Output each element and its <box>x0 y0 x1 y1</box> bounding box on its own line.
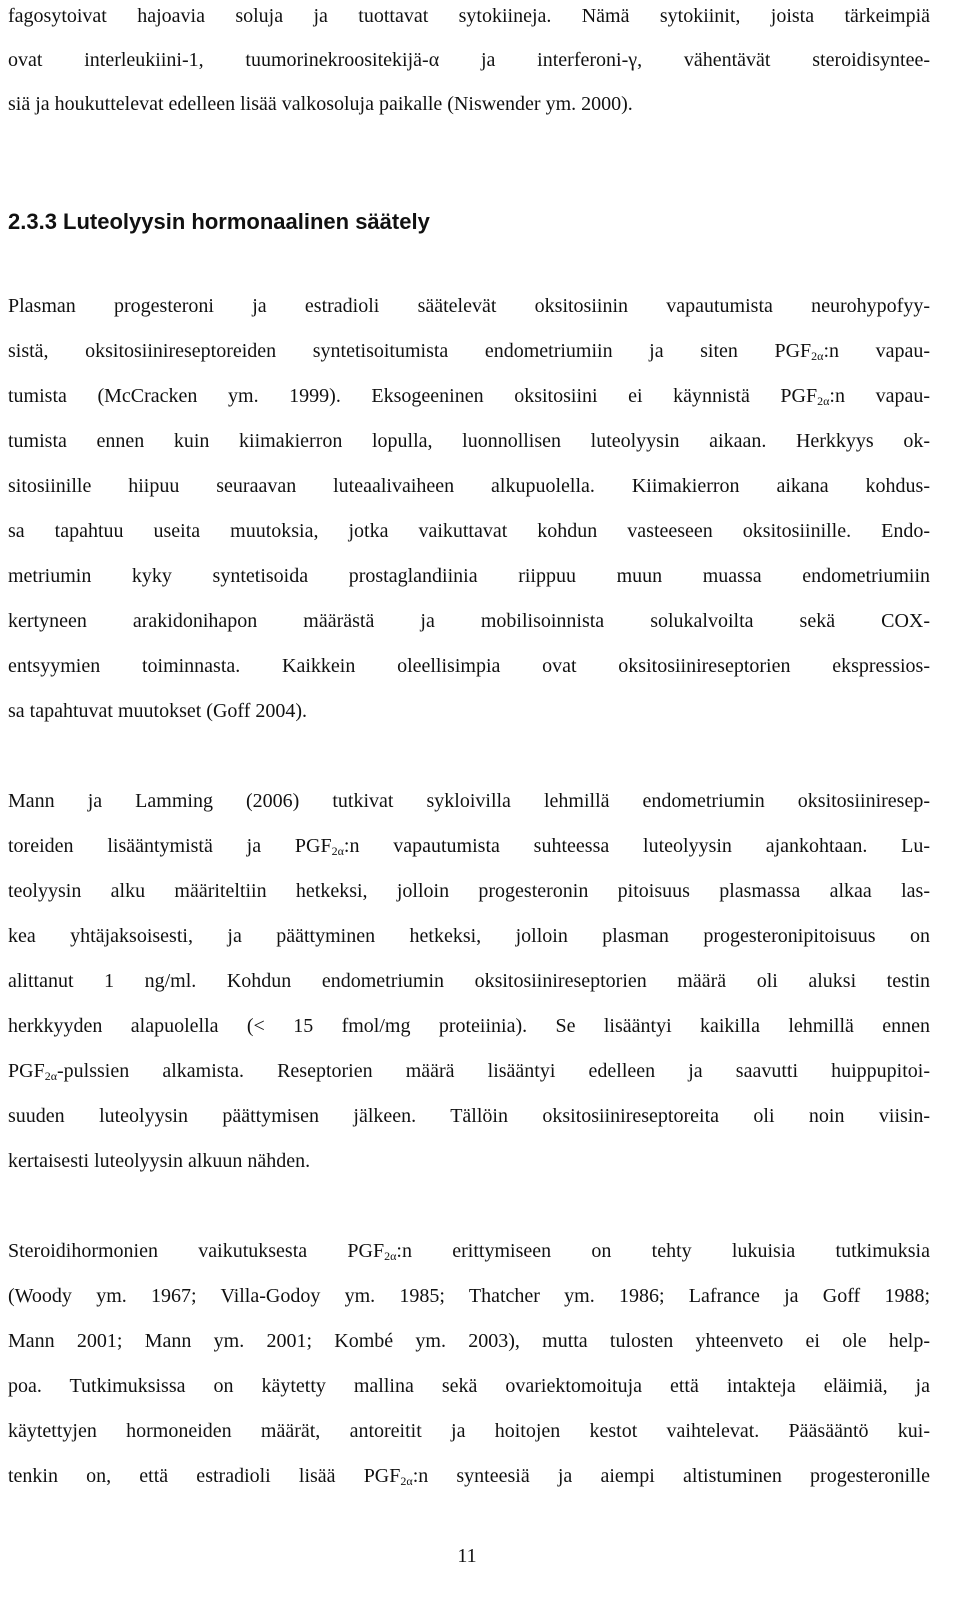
para2-line-1: Mann ja Lamming (2006) tutkivat sykloivilla lehmillä endometriumin oksitosiiniresep- <box>8 790 930 812</box>
para1-line-5: sitosiinille hiipuu seuraavan luteaalivaiheen alkupuolella. Kiimakierron aikana kohdus- <box>8 475 930 497</box>
para3-line-1: Steroidihormonien vaikutuksesta $PGF_{2\alpha}:n$ erittymiseen on tehty lukuisia tutkimuksia <box>8 1240 930 1263</box>
para1-line-7: metriumin kyky syntetisoida prostaglandiinia riippuu muun muassa endometriumiin <box>8 565 930 587</box>
page-number: 11 <box>457 1545 477 1567</box>
para1-line-4: tumista ennen kuin kiimakierron lopulla, luonnollisen luteolyysin aikaan. Herkkyys ok- <box>8 430 930 452</box>
para2-line-8: suuden luteolyysin päättymisen jälkeen. Tällöin oksitosiinireseptoreita oli noin viisin- <box>8 1105 930 1127</box>
para2-line-9: kertaisesti luteolyysin alkuun nähden. <box>8 1150 311 1172</box>
para3-line-6: tenkin on, että estradioli lisää $PGF_{2\alpha}:n$ synteesiä ja aiempi altistuminen progesteronille <box>8 1465 930 1488</box>
para1-line-10: sa tapahtuvat muutokset (Goff 2004). <box>8 700 308 722</box>
para3-line-5: käytettyjen hormoneiden määrät, antoreitit ja hoitojen kestot vaihtelevat. Pääsääntö kui- <box>8 1420 930 1442</box>
intro-line-3: siä ja houkuttelevat edelleen lisää valkosoluja paikalle (Niswender ym. 2000). <box>8 93 633 115</box>
para1-line-9: entsyymien toiminnasta. Kaikkein oleellisimpia ovat oksitosiinireseptorien ekspressios- <box>8 655 930 677</box>
para1-line-3: tumista (McCracken ym. 1999). Eksogeeninen oksitosiini ei käynnistä $PGF_{2\alpha}:n$ vapau- <box>8 385 930 408</box>
para2-line-5: alittanut 1 ng/ml. Kohdun endometriumin oksitosiinireseptorien määrä oli aluksi testin <box>8 970 930 992</box>
para2-line-2: toreiden lisääntymistä ja $PGF_{2\alpha}:n$ vapautumista suhteessa luteolyysin ajankohtaan. Lu- <box>8 835 930 858</box>
para2-line-6: herkkyyden alapuolella (< 15 fmol/mg proteiinia). Se lisääntyi kaikilla lehmillä ennen <box>8 1015 930 1037</box>
section-heading: 2.3.3 Luteolyysin hormonaalinen säätely <box>8 209 430 234</box>
intro-line-2: ovat interleukiini-1, tuumorinekroositekijä-α ja interferoni-γ, vähentävät steroidisyntee- <box>8 49 930 71</box>
para2-line-3: teolyysin alku määriteltiin hetkeksi, jolloin progesteronin pitoisuus plasmassa alkaa las- <box>8 880 930 902</box>
para1-line-1: Plasman progesteroni ja estradioli säätelevät oksitosiinin vapautumista neurohypofyy- <box>8 295 930 317</box>
para3-line-2: (Woody ym. 1967; Villa-Godoy ym. 1985; Thatcher ym. 1986; Lafrance ja Goff 1988; <box>8 1285 930 1307</box>
para2-line-7: $PGF_{2\alpha}$-pulssien alkamista. Reseptorien määrä lisääntyi edelleen ja saavutti huippupitoi- <box>8 1060 930 1083</box>
para1-line-2: sistä, oksitosiinireseptoreiden syntetisoitumista endometriumiin ja siten $PGF_{2\alpha}:n$ vapau- <box>8 340 930 363</box>
para3-line-3: Mann 2001; Mann ym. 2001; Kombé ym. 2003), mutta tulosten yhteenveto ei ole help- <box>8 1330 930 1352</box>
intro-line-1: fagosytoivat hajoavia soluja ja tuottavat sytokiineja. Nämä sytokiinit, joista tärkeimpiä <box>8 5 930 27</box>
para3-line-4: poa. Tutkimuksissa on käytetty mallina sekä ovariektomoituja että intakteja eläimiä, ja <box>8 1375 930 1397</box>
para1-line-6: sa tapahtuu useita muutoksia, jotka vaikuttavat kohdun vasteeseen oksitosiinille. Endo- <box>8 520 930 542</box>
para2-line-4: kea yhtäjaksoisesti, ja päättyminen hetkeksi, jolloin plasman progesteronipitoisuus on <box>8 925 930 947</box>
para1-line-8: kertyneen arakidonihapon määrästä ja mobilisoinnista solukalvoilta sekä COX- <box>8 610 930 632</box>
